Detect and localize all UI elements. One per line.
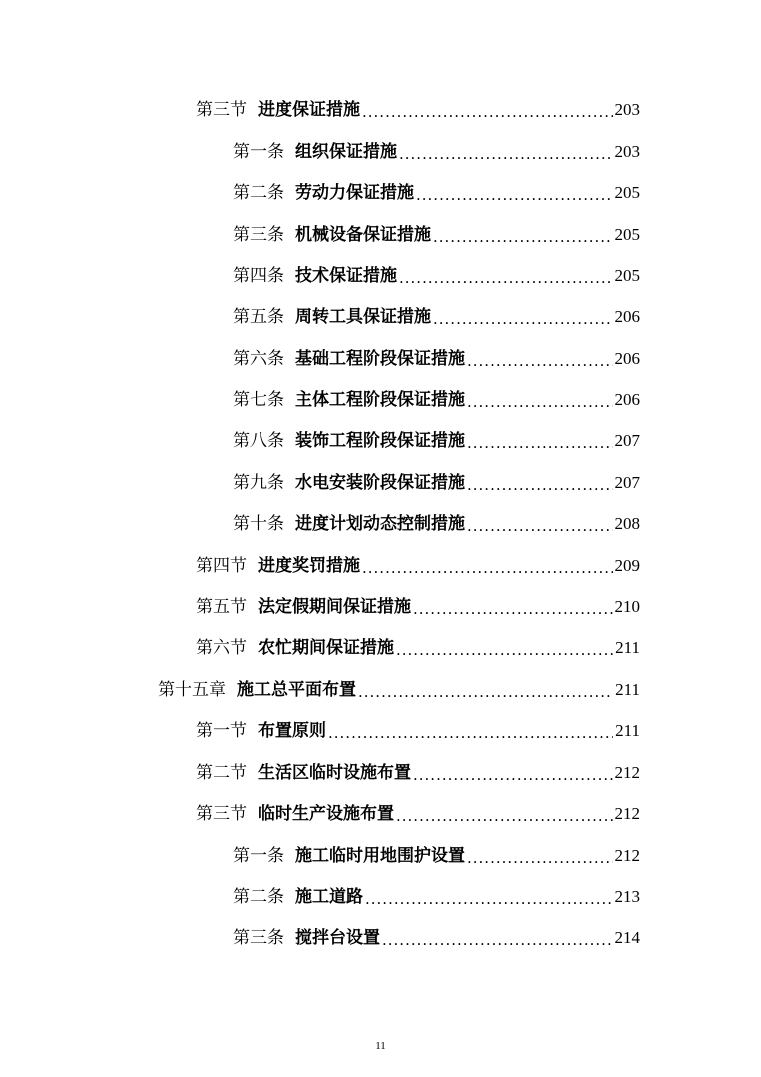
toc-entry-page: 205 xyxy=(614,266,640,285)
toc-entry[interactable] xyxy=(233,345,640,369)
toc-entry-number: 第三节 xyxy=(196,100,247,120)
toc-entry-number: 第三条 xyxy=(233,928,284,948)
toc-entry[interactable] xyxy=(196,552,640,576)
toc-entry-number: 第四节 xyxy=(196,556,247,576)
toc-entry[interactable] xyxy=(233,842,640,866)
toc-entry[interactable] xyxy=(233,883,640,907)
toc-entry[interactable] xyxy=(233,510,640,534)
dot-leader xyxy=(467,518,613,534)
dot-leader xyxy=(396,642,613,658)
toc-entry[interactable] xyxy=(233,924,640,948)
dot-leader xyxy=(413,767,613,783)
toc-entry-number: 第三节 xyxy=(196,804,247,824)
toc-entry[interactable] xyxy=(233,221,640,245)
toc-entry-title: 进度奖罚措施 xyxy=(258,556,360,576)
toc-entry-title: 进度计划动态控制措施 xyxy=(295,514,465,534)
toc-entry-number: 第三条 xyxy=(233,225,284,245)
toc-entry-title: 装饰工程阶段保证措施 xyxy=(295,431,465,451)
toc-entry-page: 214 xyxy=(614,928,640,947)
dot-leader xyxy=(413,601,613,617)
toc-entry-title: 周转工具保证措施 xyxy=(295,307,431,327)
dot-leader xyxy=(416,187,613,203)
toc-entry[interactable] xyxy=(196,717,640,741)
dot-leader xyxy=(467,477,613,493)
toc-entry-page: 205 xyxy=(614,225,640,244)
toc-entry-title: 水电安装阶段保证措施 xyxy=(295,473,465,493)
toc-entry-page: 212 xyxy=(614,846,640,865)
dot-leader xyxy=(396,808,613,824)
toc-entry-title: 施工道路 xyxy=(295,887,363,907)
dot-leader xyxy=(467,353,613,369)
dot-leader xyxy=(358,684,613,700)
toc-entry-number: 第一节 xyxy=(196,721,247,741)
toc-entry-page: 207 xyxy=(614,473,640,492)
toc-entry-number: 第五节 xyxy=(196,597,247,617)
toc-entry-number: 第二条 xyxy=(233,887,284,907)
dot-leader xyxy=(362,560,613,576)
toc-entry-title: 法定假期间保证措施 xyxy=(258,597,411,617)
toc-entry-page: 207 xyxy=(614,431,640,450)
toc-entry-title: 劳动力保证措施 xyxy=(295,183,414,203)
toc-entry-page: 211 xyxy=(615,638,640,657)
toc-entry-number: 第五条 xyxy=(233,307,284,327)
toc-entry-title: 主体工程阶段保证措施 xyxy=(295,390,465,410)
toc-entry-title: 施工临时用地围护设置 xyxy=(295,846,465,866)
toc-entry-number: 第二节 xyxy=(196,763,247,783)
toc-entry-page: 210 xyxy=(614,597,640,616)
dot-leader xyxy=(365,891,613,907)
toc-entry[interactable] xyxy=(158,676,640,700)
dot-leader xyxy=(382,932,613,948)
toc-entry-page: 205 xyxy=(614,183,640,202)
page-number: 11 xyxy=(375,1040,386,1052)
toc-entry-title: 搅拌台设置 xyxy=(295,928,380,948)
dot-leader xyxy=(467,850,613,866)
toc-entry-number: 第六节 xyxy=(196,638,247,658)
toc-entry[interactable] xyxy=(196,96,640,120)
toc-entry-number: 第八条 xyxy=(233,431,284,451)
toc-entry[interactable] xyxy=(233,427,640,451)
toc-entry[interactable] xyxy=(196,759,640,783)
toc-entry-title: 技术保证措施 xyxy=(295,266,397,286)
toc-entry-title: 施工总平面布置 xyxy=(237,680,356,700)
toc-entry-number: 第六条 xyxy=(233,349,284,369)
toc-entry-page: 213 xyxy=(614,887,640,906)
toc-entry-page: 211 xyxy=(615,680,640,699)
toc-entry[interactable] xyxy=(233,262,640,286)
toc-entry-page: 211 xyxy=(615,721,640,740)
dot-leader xyxy=(433,229,613,245)
toc-entry-page: 212 xyxy=(614,804,640,823)
toc-entry-page: 206 xyxy=(614,390,640,409)
toc-entry[interactable] xyxy=(233,386,640,410)
dot-leader xyxy=(399,146,613,162)
dot-leader xyxy=(362,104,613,120)
toc-entry-number: 第九条 xyxy=(233,473,284,493)
dot-leader xyxy=(433,311,613,327)
toc-entry-number: 第一条 xyxy=(233,846,284,866)
toc-entry[interactable] xyxy=(233,138,640,162)
toc-entry[interactable] xyxy=(196,634,640,658)
toc-entry-page: 209 xyxy=(614,556,640,575)
toc-entry-page: 203 xyxy=(614,142,640,161)
toc-entry-page: 208 xyxy=(614,514,640,533)
toc-entry-number: 第一条 xyxy=(233,142,284,162)
toc-entry[interactable] xyxy=(233,469,640,493)
toc-entry-number: 第二条 xyxy=(233,183,284,203)
toc-entry-title: 农忙期间保证措施 xyxy=(258,638,394,658)
toc-entry[interactable] xyxy=(233,303,640,327)
toc-entry-page: 206 xyxy=(614,349,640,368)
toc-entry-title: 生活区临时设施布置 xyxy=(258,763,411,783)
toc-entry[interactable] xyxy=(196,800,640,824)
toc-entry-page: 212 xyxy=(614,763,640,782)
toc-entry-page: 206 xyxy=(614,307,640,326)
dot-leader xyxy=(467,394,613,410)
toc-entry-number: 第十五章 xyxy=(158,680,226,700)
toc-entry-number: 第七条 xyxy=(233,390,284,410)
dot-leader xyxy=(328,725,613,741)
toc-entry[interactable] xyxy=(196,593,640,617)
toc-entry-title: 布置原则 xyxy=(258,721,326,741)
toc-entry-number: 第十条 xyxy=(233,514,284,534)
toc-entry-title: 组织保证措施 xyxy=(295,142,397,162)
dot-leader xyxy=(399,270,613,286)
toc-entry-title: 进度保证措施 xyxy=(258,100,360,120)
toc-entry-number: 第四条 xyxy=(233,266,284,286)
toc-entry[interactable] xyxy=(233,179,640,203)
toc-entry-title: 机械设备保证措施 xyxy=(295,225,431,245)
toc-entry-title: 临时生产设施布置 xyxy=(258,804,394,824)
dot-leader xyxy=(467,435,613,451)
toc-entry-page: 203 xyxy=(614,100,640,119)
toc-entry-title: 基础工程阶段保证措施 xyxy=(295,349,465,369)
